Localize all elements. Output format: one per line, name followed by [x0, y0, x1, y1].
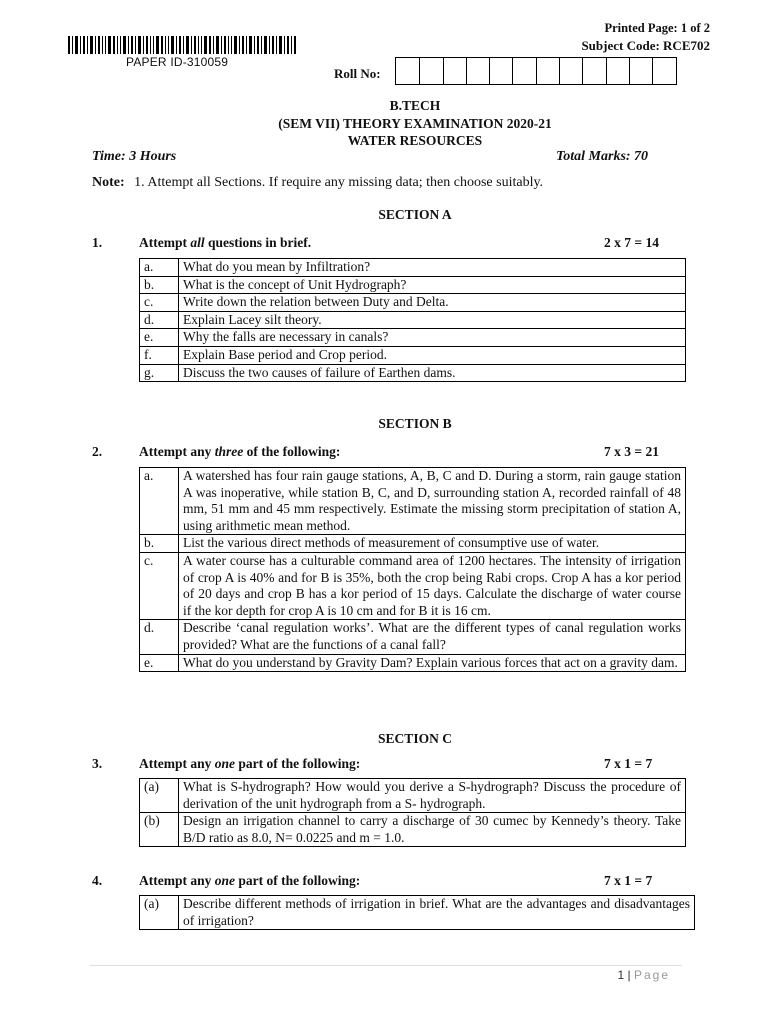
question-label: (a): [140, 896, 179, 930]
question-label: e.: [140, 329, 179, 347]
page-word: Page: [633, 968, 670, 982]
question-label: (b): [140, 813, 179, 847]
question-text: Discuss the two causes of failure of Earthen dams.: [179, 364, 686, 382]
question-row: [140, 346, 686, 364]
q1-marks: 2 x 7 = 14: [604, 235, 659, 250]
question-row: [140, 329, 686, 347]
question-row: [140, 896, 695, 930]
roll-digit-box[interactable]: [512, 58, 535, 84]
barcode: [68, 36, 296, 54]
question-row: [140, 259, 686, 277]
question-label: e.: [140, 654, 179, 672]
question-text: Describe different methods of irrigation in brief. What are the advantages and disadvantages of irrigation?: [179, 896, 695, 930]
question-text: What do you mean by Infiltration?: [179, 259, 686, 277]
question-row: [140, 535, 686, 553]
printed-page-value: 1 of 2: [680, 21, 710, 35]
question-label: d.: [140, 311, 179, 329]
section-a-heading: SECTION A: [378, 207, 452, 222]
question-text: Describe ‘canal regulation works’. What are the different types of canal regulation works provided? What are the functions of a canal fall?: [179, 620, 686, 654]
section-c-heading: SECTION C: [378, 731, 452, 746]
subject-code: [581, 38, 710, 54]
q1-instruction: Attempt all questions in brief.: [139, 235, 312, 250]
page-separator: |: [627, 968, 631, 982]
exam-title: (SEM VII) THEORY EXAMINATION 2020-21: [278, 116, 552, 131]
roll-no-label: Roll No:: [334, 66, 381, 81]
section-a-table: [139, 258, 686, 382]
roll-no-boxes[interactable]: [395, 57, 677, 85]
note-text: 1. Attempt all Sections. If require any missing data; then choose suitably.: [134, 175, 544, 190]
section-b-heading: SECTION B: [378, 416, 452, 431]
question-label: d.: [140, 620, 179, 654]
question-text: List the various direct methods of measurement of consumptive use of water.: [179, 535, 686, 553]
question-text: A water course has a culturable command area of 1200 hectares. The intensity of irrigation of crop A is 40% and for B is 35%, both the crop being Rabi crops. Crop A has a kor period of 20 days and crop B has a kor period of 15 days. Calculate the discharge of water course if the kor depth for crop A is 10 cm and for B it is 16 cm.: [179, 552, 686, 619]
question-row: [140, 364, 686, 382]
footer-divider: [90, 965, 682, 966]
page-number: 1: [617, 968, 625, 982]
page-footer: [617, 968, 670, 982]
q4-marks: 7 x 1 = 7: [604, 873, 653, 888]
question-text: Design an irrigation channel to carry a discharge of 30 cumec by Kennedy’s theory. Take B/D ratio as 8.0, N= 0.0225 and m = 1.0.: [179, 813, 686, 847]
q1-number: 1.: [92, 235, 103, 250]
question-label: c.: [140, 294, 179, 312]
section-b-table: [139, 467, 686, 672]
q4-instruction: Attempt any one part of the following:: [139, 873, 361, 888]
question-row: [140, 779, 686, 813]
question-label: (a): [140, 779, 179, 813]
total-marks: Total Marks: 70: [556, 149, 649, 164]
question-row: [140, 294, 686, 312]
printed-page-label: Printed Page:: [604, 21, 678, 35]
roll-digit-box[interactable]: [559, 58, 582, 84]
q3-table: [139, 778, 686, 847]
q4-number: 4.: [92, 873, 103, 888]
roll-digit-box[interactable]: [396, 58, 419, 84]
subject-code-value: RCE702: [663, 38, 710, 53]
question-label: a.: [140, 259, 179, 277]
question-text: What is the concept of Unit Hydrograph?: [179, 276, 686, 294]
question-label: c.: [140, 552, 179, 619]
note: [92, 175, 543, 191]
question-label: b.: [140, 535, 179, 553]
question-label: a.: [140, 468, 179, 535]
question-text: Write down the relation between Duty and Delta.: [179, 294, 686, 312]
question-row: [140, 620, 686, 654]
question-text: What do you understand by Gravity Dam? Explain various forces that act on a gravity dam.: [179, 654, 686, 672]
question-text: Why the falls are necessary in canals?: [179, 329, 686, 347]
question-text: Explain Lacey silt theory.: [179, 311, 686, 329]
question-text: What is S-hydrograph? How would you derive a S-hydrograph? Discuss the procedure of derivation of the unit hydrograph from a S- hydrograph.: [179, 779, 686, 813]
q3-number: 3.: [92, 756, 103, 771]
question-label: g.: [140, 364, 179, 382]
degree-title: B.TECH: [389, 98, 441, 113]
subject-code-label: Subject Code:: [581, 38, 660, 53]
q3-marks: 7 x 1 = 7: [604, 756, 653, 771]
question-row: [140, 276, 686, 294]
question-row: [140, 468, 686, 535]
question-row: [140, 654, 686, 672]
roll-digit-box[interactable]: [466, 58, 489, 84]
question-row: [140, 552, 686, 619]
paper-id: PAPER ID-310059: [126, 55, 229, 69]
note-label: Note:: [92, 175, 125, 190]
question-text: A watershed has four rain gauge stations, A, B, C and D. During a storm, rain gauge station A was inoperative, while station B, C, and D, surrounding station A, recorded rainfall of 48 mm, 51 mm and 45 mm respectively. Estimate the missing storm precipitation of station A, using arithmetic mean method.: [179, 468, 686, 535]
roll-digit-box[interactable]: [536, 58, 559, 84]
question-label: f.: [140, 346, 179, 364]
roll-digit-box[interactable]: [419, 58, 442, 84]
subject-title: WATER RESOURCES: [347, 133, 483, 148]
question-row: [140, 813, 686, 847]
time-allowed: Time: 3 Hours: [92, 149, 177, 164]
question-row: [140, 311, 686, 329]
q3-instruction: Attempt any one part of the following:: [139, 756, 361, 771]
roll-digit-box[interactable]: [606, 58, 629, 84]
roll-digit-box[interactable]: [629, 58, 652, 84]
roll-digit-box[interactable]: [489, 58, 512, 84]
roll-digit-box[interactable]: [443, 58, 466, 84]
roll-digit-box[interactable]: [582, 58, 605, 84]
printed-page: [604, 21, 710, 36]
question-label: b.: [140, 276, 179, 294]
q2-marks: 7 x 3 = 21: [604, 444, 659, 459]
roll-digit-box[interactable]: [652, 58, 675, 84]
q2-instruction: Attempt any three of the following:: [139, 444, 341, 459]
q4-table: [139, 895, 695, 930]
q2-number: 2.: [92, 444, 103, 459]
question-text: Explain Base period and Crop period.: [179, 346, 686, 364]
